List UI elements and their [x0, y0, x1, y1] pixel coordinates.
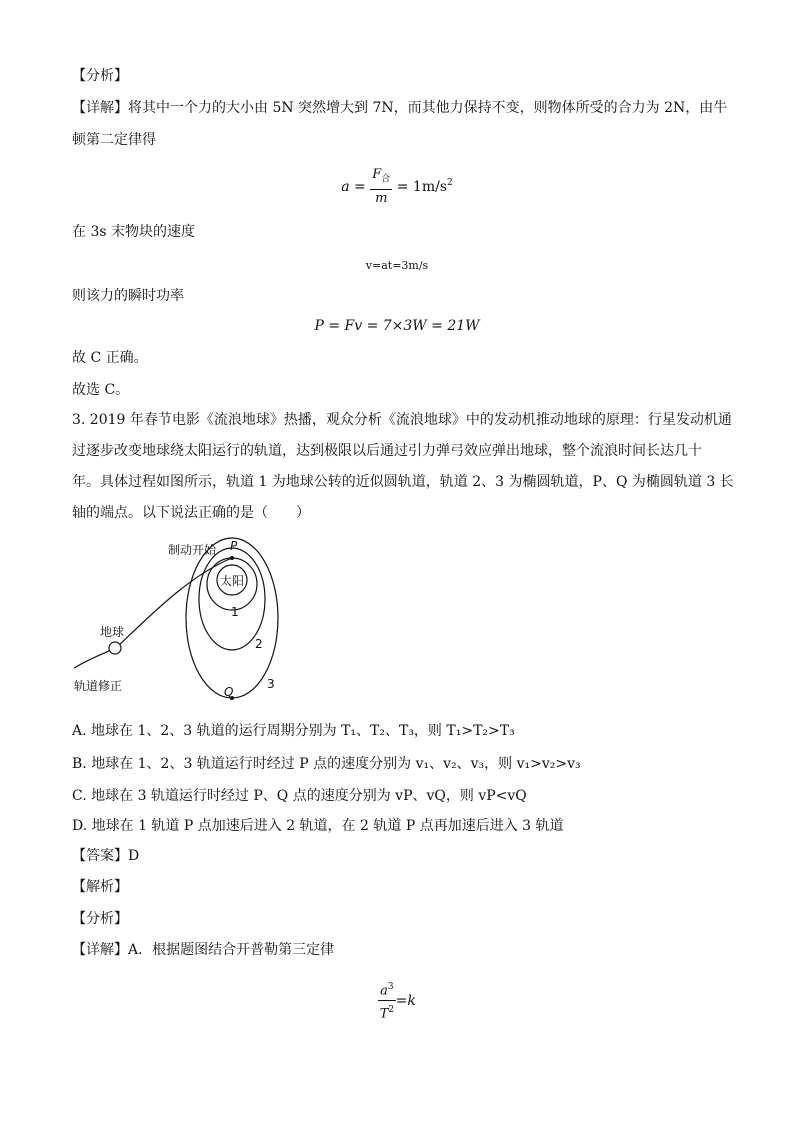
label-brake-start: 制动开始 — [168, 543, 217, 557]
point-p — [230, 556, 234, 560]
question-3-line-2: 过逐步改变地球绕太阳运行的轨道，达到极限以后通过引力弹弓效应弹出地球，整个流浪时间长达几十 — [72, 443, 702, 459]
equation-kepler — [0, 978, 794, 1024]
power-intro: 则该力的瞬时功率 — [72, 288, 184, 304]
analysis-heading-2: 【分析】 — [72, 911, 128, 927]
option-d: D. 地球在 1 轨道 P 点加速后进入 2 轨道，在 2 轨道 P 点再加速后进入 3 轨道 — [72, 818, 564, 834]
label-sun: 太阳 — [220, 574, 245, 588]
eq4-den: T — [379, 1006, 389, 1022]
orbit-2 — [199, 548, 265, 650]
eq4-fraction — [378, 978, 396, 1024]
label-orbit-1: 1 — [231, 605, 239, 619]
speed-intro: 在 3s 末物块的速度 — [72, 224, 195, 240]
earth-circle — [109, 642, 121, 654]
label-orbit-3: 3 — [267, 677, 275, 691]
label-earth: 地球 — [100, 625, 125, 639]
eq1-fraction — [370, 166, 392, 208]
equation-acceleration — [0, 166, 794, 208]
eq4-den-sup: 2 — [388, 1005, 395, 1016]
choose-c: 故选 C。 — [72, 382, 130, 398]
detail-line-2: 顿第二定律得 — [72, 132, 156, 148]
option-c: C. 地球在 3 轨道运行时经过 P、Q 点的速度分别为 vP、vQ，则 vP<vQ — [72, 788, 527, 804]
option-b: B. 地球在 1、2、3 轨道运行时经过 P 点的速度分别为 v₁、v₂、v₃，则 v₁>v₂>v₃ — [72, 756, 581, 772]
label-p: P — [230, 539, 238, 553]
eq4-rhs: =k — [395, 992, 416, 1009]
eq4-num: a — [380, 983, 388, 999]
eq1-lhs: a = — [341, 178, 366, 195]
eq1-rhs-sup: 2 — [447, 178, 453, 189]
question-3-line-1: 3. 2019 年春节电影《流浪地球》热播，观众分析《流浪地球》中的发动机推动地球的原理：行星发动机通 — [72, 412, 732, 428]
c-correct: 故 C 正确。 — [72, 350, 148, 366]
label-orbit-2: 2 — [255, 637, 263, 651]
equation-power: P = Fv = 7×3W = 21W — [314, 318, 480, 334]
answer-label: 【答案】D — [72, 848, 140, 864]
label-q: Q — [224, 685, 234, 699]
eq1-rhs: = 1m/s — [396, 178, 447, 195]
option-a: A. 地球在 1、2、3 轨道的运行周期分别为 T₁、T₂、T₃，则 T₁>T₂>T₃ — [72, 723, 515, 739]
eq1-num-sub: 合 — [381, 174, 391, 185]
label-orbit-correction: 轨道修正 — [74, 679, 123, 693]
question-3-line-4: 轴的端点。以下说法正确的是（ ） — [72, 505, 310, 521]
analysis-heading-1: 【分析】 — [72, 68, 128, 84]
eq4-num-sup: 3 — [387, 982, 394, 992]
eq1-num: F — [372, 167, 382, 182]
orbit-diagram — [68, 536, 308, 712]
question-3-line-3: 年。具体过程如图所示，轨道 1 为地球公转的近似圆轨道，轨道 2、3 为椭圆轨道，P、Q 为椭圆轨道 3 长 — [72, 474, 734, 490]
detail-line-a: 【详解】A．根据题图结合开普勒第三定律 — [72, 942, 335, 958]
explanation-heading: 【解析】 — [72, 879, 128, 895]
equation-speed: v=at=3m/s — [365, 259, 429, 272]
eq1-den: m — [375, 190, 388, 206]
detail-line-1: 【详解】将其中一个力的大小由 5N 突然增大到 7N，而其他力保持不变，则物体所受的合力为 2N，由牛 — [72, 100, 728, 116]
